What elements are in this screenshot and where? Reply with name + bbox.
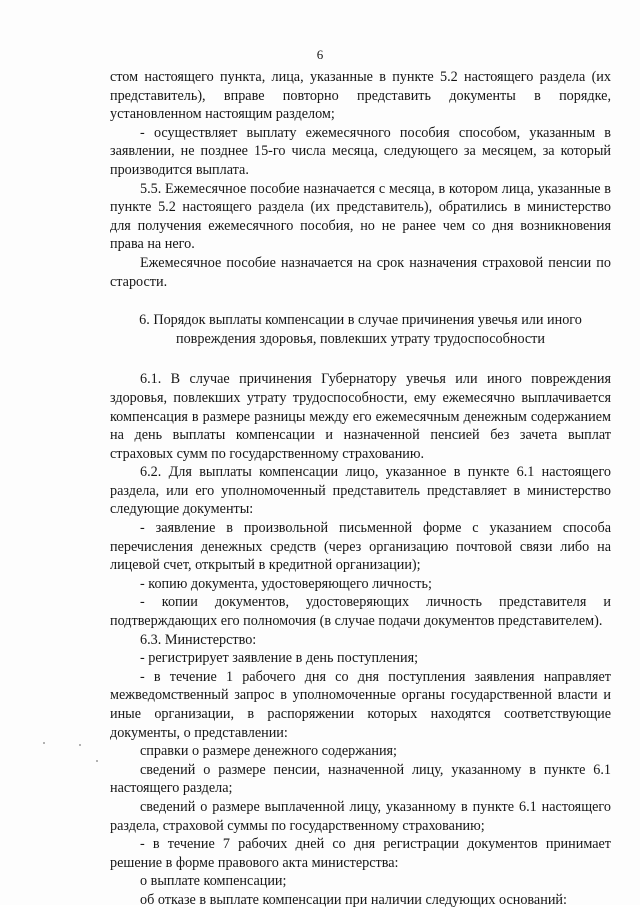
scan-speck xyxy=(43,742,45,744)
list-item-insurance-info: сведений о размере выплаченной лицу, указанному в пункте 6.1 настоящего раздела, страховой суммы по государственному страхованию; xyxy=(110,798,611,834)
paragraph-6-1: 6.1. В случае причинения Губернатору увечья или иного повреждения здоровья, повлекших утрату трудоспособности, ему ежемесячно выплачивается компенсация в размере разницы между его ежемесячным денежным содержанием на день выплаты компенсации и назначенной пенсией без зачета выплат страховых сумм по государственному страхованию. xyxy=(110,371,611,462)
scan-speck xyxy=(79,744,81,746)
list-item-pension-info: сведений о размере пенсии, назначенной лицу, указанному в пункте 6.1 настоящего раздела; xyxy=(110,761,611,797)
list-item-interagency-request: - в течение 1 рабочего дня со дня поступления заявления направляет межведомственный запрос в уполномоченные органы государственной власти и иные организации, в распоряжении которых находятся соответствующие документы, о представлении: xyxy=(110,668,611,741)
list-item-id-copy: - копию документа, удостоверяющего личность; xyxy=(140,575,432,592)
paragraph-benefit-term: Ежемесячное пособие назначается на срок назначения страховой пенсии по старости. xyxy=(110,254,611,290)
paragraph-6-2: 6.2. Для выплаты компенсации лицо, указанное в пункте 6.1 настоящего раздела, или его уполномоченный представитель представляет в министерство следующие документы: xyxy=(110,464,611,518)
paragraph-5-5: 5.5. Ежемесячное пособие назначается с месяца, в котором лица, указанные в пункте 5.2 настоящего раздела (их представитель), обратились в министерство для получения ежемесячного пособия, но не ранее чем со дня возникновения права на него. xyxy=(110,180,611,253)
list-item-salary-certificate: справки о размере денежного содержания; xyxy=(140,743,398,760)
list-item-payment-approval: о выплате компенсации; xyxy=(140,873,287,890)
paragraph-continuation: стом настоящего пункта, лица, указанные в пункте 5.2 настоящего раздела (их представитель), вправе повторно представить документы в порядке, установленном настоящим разделом; xyxy=(110,69,611,123)
list-item-representative-docs: - копии документов, удостоверяющих личность представителя и подтверждающих его полномочия (в случае подачи документов представителем). xyxy=(110,594,611,630)
page-number: 6 xyxy=(316,47,324,62)
list-item-application: - заявление в произвольной письменной форме с указанием способа перечисления денежных средств (через организацию почтовой связи либо на лицевой счет, открытый в кредитной организации); xyxy=(110,520,611,574)
paragraph-6-3: 6.3. Министерство: xyxy=(140,631,257,648)
scan-speck xyxy=(96,760,98,762)
list-item-payment-refusal: об отказе в выплате компенсации при наличии следующих оснований: xyxy=(140,891,567,908)
list-item-registers: - регистрирует заявление в день поступления; xyxy=(140,650,419,667)
section-6-heading: 6. Порядок выплаты компенсации в случае причинения увечья или иного повреждения здоровья, повлекших утрату трудоспособности xyxy=(139,312,582,347)
paragraph-payment-method: - осуществляет выплату ежемесячного пособия способом, указанным в заявлении, не позднее 15-го числа месяца, следующего за месяцем, за который производится выплата. xyxy=(110,124,611,178)
list-item-decision: - в течение 7 рабочих дней со дня регистрации документов принимает решение в форме правового акта министерства: xyxy=(110,836,611,871)
document-body xyxy=(110,68,611,910)
